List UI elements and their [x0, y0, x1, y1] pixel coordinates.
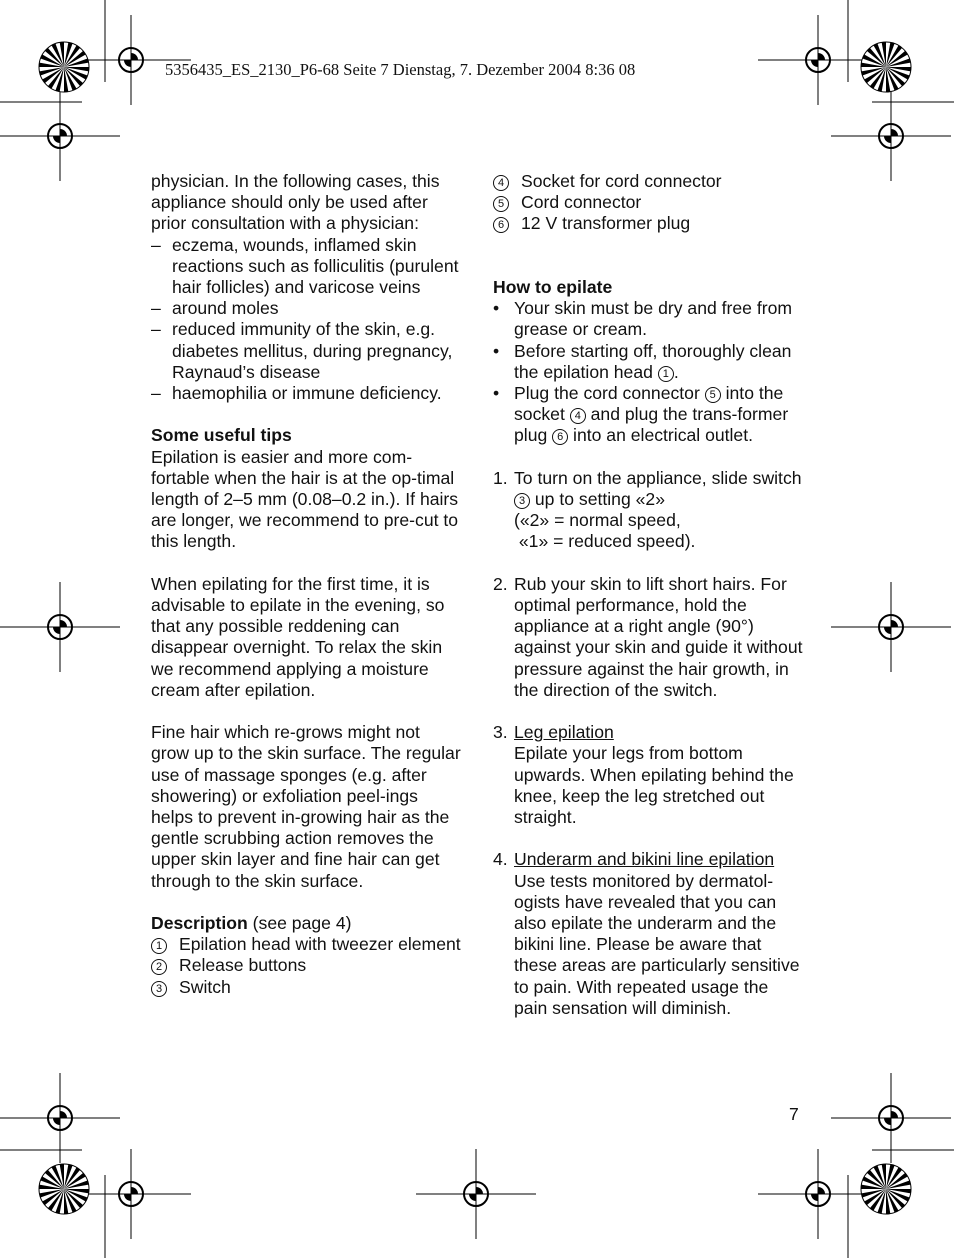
- tips-paragraph-2: When epilating for the first time, it is advisable to epilate in the evening, so that any possible reddening can disappear overnight. To relax the skin we recommend applying a moisture cream after epilation.: [151, 573, 445, 700]
- bullet-item: • Plug the cord connector 5 into the socket 4 and plug the trans-former plug 6 into an electrical outlet.: [493, 383, 789, 446]
- circled-number-6: 6: [493, 217, 509, 233]
- description-item: 3 Switch: [151, 977, 461, 998]
- circled-number-ref: 3: [514, 493, 530, 509]
- case-item: – reduced immunity of the skin, e.g. diabetes mellitus, during pregnancy, Raynaud’s disease: [151, 319, 453, 382]
- registration-target-icon: [0, 91, 120, 181]
- step-2: 2. Rub your skin to lift short hairs. For optimal performance, hold the appliance at a right angle (90°) against your skin and guide it without pressure against the hair growth, in the direction of the switch.: [493, 573, 803, 700]
- leg-epilation-title: Leg epilation: [514, 722, 614, 743]
- left-column: [151, 171, 461, 998]
- circled-number-ref: 6: [552, 429, 568, 445]
- intro-paragraph: physician. In the following cases, this appliance should only be used after prior consultation with a physician:: [151, 171, 440, 234]
- circled-number-5: 5: [493, 196, 509, 212]
- step-4: 4. Underarm and bikini line epilation Use tests monitored by dermatol-ogists have revealed that you can also epilate the underarm and the bikini line. Please be aware that these areas are particularly sensitive to pain. With repeated usage the pain sensation will diminish.: [493, 849, 800, 1018]
- tips-paragraph-1: Epilation is easier and more com-fortable when the hair is at the op-timal length of 2–5 mm (0.08–0.2 in.). If hairs are longer, we recommend to pre-cut to this length.: [151, 446, 459, 552]
- circled-number-2: 2: [151, 959, 167, 975]
- description-item: 1 Epilation head with tweezer element: [151, 934, 461, 955]
- tips-heading: Some useful tips: [151, 425, 292, 446]
- registration-target-icon: [0, 582, 120, 672]
- description-item: 4 Socket for cord connector: [493, 171, 803, 192]
- description-item: 6 12 V transformer plug: [493, 213, 803, 234]
- registration-target-icon: [758, 1149, 878, 1239]
- print-info-line: 5356435_ES_2130_P6-68 Seite 7 Dienstag, 7. Dezember 2004 8:36 08: [165, 60, 636, 79]
- underarm-bikini-title: Underarm and bikini line epilation: [514, 849, 775, 870]
- case-item: – around moles: [151, 298, 279, 319]
- circled-number-1: 1: [151, 938, 167, 954]
- step-1: 1. To turn on the appliance, slide switch 3 up to setting «2» («2» = normal speed, «1» = reduced speed).: [493, 467, 802, 552]
- starburst-target-icon: [861, 42, 911, 92]
- registration-target-icon: [831, 91, 951, 181]
- page-number: 7: [789, 1104, 799, 1124]
- registration-target-icon: [758, 15, 878, 105]
- bullet-item: • Before starting off, thoroughly clean the epilation head 1 .: [493, 340, 792, 382]
- right-column: [493, 171, 803, 1019]
- case-item: – haemophilia or immune deficiency.: [151, 383, 442, 404]
- starburst-target-icon: [39, 42, 89, 92]
- tips-paragraph-3: Fine hair which re-grows might not grow up to the skin surface. The regular use of massage sponges (e.g. after showering) or exfoliation peel-ings helps to prevent in-growing hair as the gentle scrubbing action removes the upper skin layer and fine hair can get through to the skin surface.: [151, 722, 461, 891]
- case-item: – eczema, wounds, inflamed skin reactions such as folliculitis (purulent hair follicles) and varicose veins: [151, 234, 459, 298]
- bullet-item: • Your skin must be dry and free from grease or cream.: [493, 298, 793, 340]
- starburst-target-icon: [39, 1164, 89, 1214]
- starburst-target-icon: [861, 1164, 911, 1214]
- circled-number-ref: 5: [705, 387, 721, 403]
- registration-target-icon: [416, 1149, 536, 1239]
- circled-number-4: 4: [493, 175, 509, 191]
- circled-number-ref: 4: [570, 408, 586, 424]
- circled-number-ref: 1: [658, 366, 674, 382]
- description-item: 5 Cord connector: [493, 192, 803, 213]
- circled-number-3: 3: [151, 981, 167, 997]
- description-heading: Description (see page 4): [151, 913, 352, 934]
- step-3: 3. Leg epilation Epilate your legs from bottom upwards. When epilating behind the knee, keep the leg stretched out straight.: [493, 722, 794, 828]
- description-item: 2 Release buttons: [151, 955, 461, 976]
- how-to-epilate-heading: How to epilate: [493, 277, 613, 297]
- registration-target-icon: [831, 582, 951, 672]
